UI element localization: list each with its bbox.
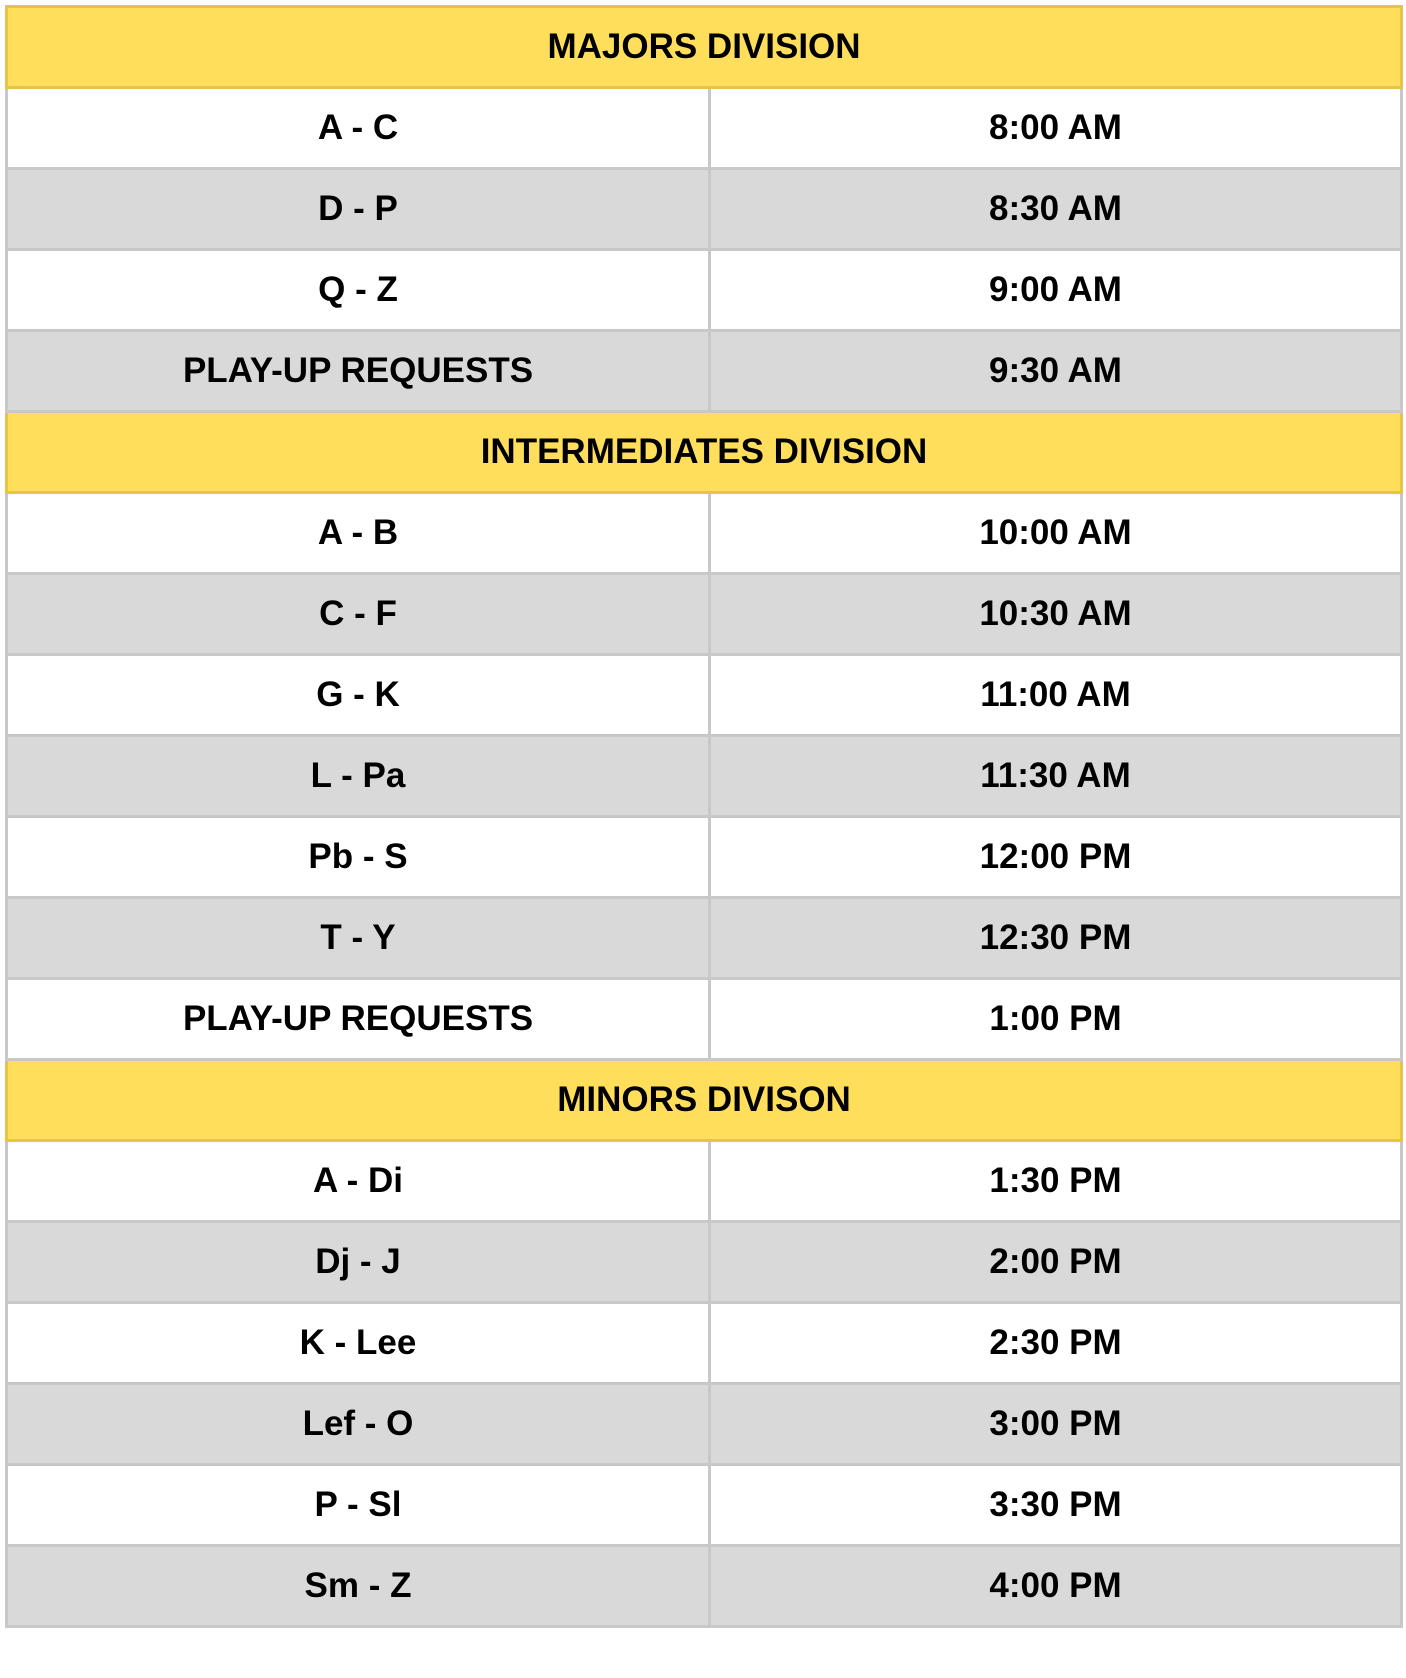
table-row — [7, 979, 1402, 1060]
table-row — [7, 898, 1402, 979]
group-cell: Lef - O — [7, 1384, 710, 1465]
group-cell: A - C — [7, 88, 710, 169]
group-cell: PLAY-UP REQUESTS — [7, 979, 710, 1060]
time-cell: 4:00 PM — [710, 1546, 1402, 1627]
time-cell: 8:30 AM — [710, 169, 1402, 250]
table-row — [7, 1222, 1402, 1303]
time-cell: 2:30 PM — [710, 1303, 1402, 1384]
table-row — [7, 331, 1402, 412]
table-row — [7, 1465, 1402, 1546]
group-cell: Q - Z — [7, 250, 710, 331]
group-cell: Sm - Z — [7, 1546, 710, 1627]
group-cell: C - F — [7, 574, 710, 655]
table-row — [7, 655, 1402, 736]
time-cell: 9:30 AM — [710, 331, 1402, 412]
time-cell: 12:00 PM — [710, 817, 1402, 898]
table-row — [7, 736, 1402, 817]
group-cell: Pb - S — [7, 817, 710, 898]
division-header-row — [7, 412, 1402, 493]
group-cell: PLAY-UP REQUESTS — [7, 331, 710, 412]
time-cell: 11:30 AM — [710, 736, 1402, 817]
group-cell: P - Sl — [7, 1465, 710, 1546]
table-row — [7, 574, 1402, 655]
table-row — [7, 88, 1402, 169]
division-title: MINORS DIVISON — [7, 1060, 1402, 1141]
table-row — [7, 169, 1402, 250]
group-cell: T - Y — [7, 898, 710, 979]
schedule-body — [7, 7, 1402, 1627]
group-cell: A - B — [7, 493, 710, 574]
time-cell: 10:30 AM — [710, 574, 1402, 655]
time-cell: 8:00 AM — [710, 88, 1402, 169]
group-cell: G - K — [7, 655, 710, 736]
group-cell: A - Di — [7, 1141, 710, 1222]
table-row — [7, 1303, 1402, 1384]
table-row — [7, 1546, 1402, 1627]
group-cell: D - P — [7, 169, 710, 250]
time-cell: 1:00 PM — [710, 979, 1402, 1060]
table-row — [7, 250, 1402, 331]
schedule-table — [5, 5, 1403, 1628]
table-row — [7, 1141, 1402, 1222]
time-cell: 3:00 PM — [710, 1384, 1402, 1465]
division-title: MAJORS DIVISION — [7, 7, 1402, 88]
group-cell: L - Pa — [7, 736, 710, 817]
division-header-row — [7, 7, 1402, 88]
time-cell: 12:30 PM — [710, 898, 1402, 979]
table-row — [7, 1384, 1402, 1465]
group-cell: Dj - J — [7, 1222, 710, 1303]
table-row — [7, 817, 1402, 898]
table-row — [7, 493, 1402, 574]
time-cell: 9:00 AM — [710, 250, 1402, 331]
time-cell: 10:00 AM — [710, 493, 1402, 574]
time-cell: 11:00 AM — [710, 655, 1402, 736]
division-title: INTERMEDIATES DIVISION — [7, 412, 1402, 493]
time-cell: 1:30 PM — [710, 1141, 1402, 1222]
time-cell: 3:30 PM — [710, 1465, 1402, 1546]
group-cell: K - Lee — [7, 1303, 710, 1384]
division-header-row — [7, 1060, 1402, 1141]
time-cell: 2:00 PM — [710, 1222, 1402, 1303]
